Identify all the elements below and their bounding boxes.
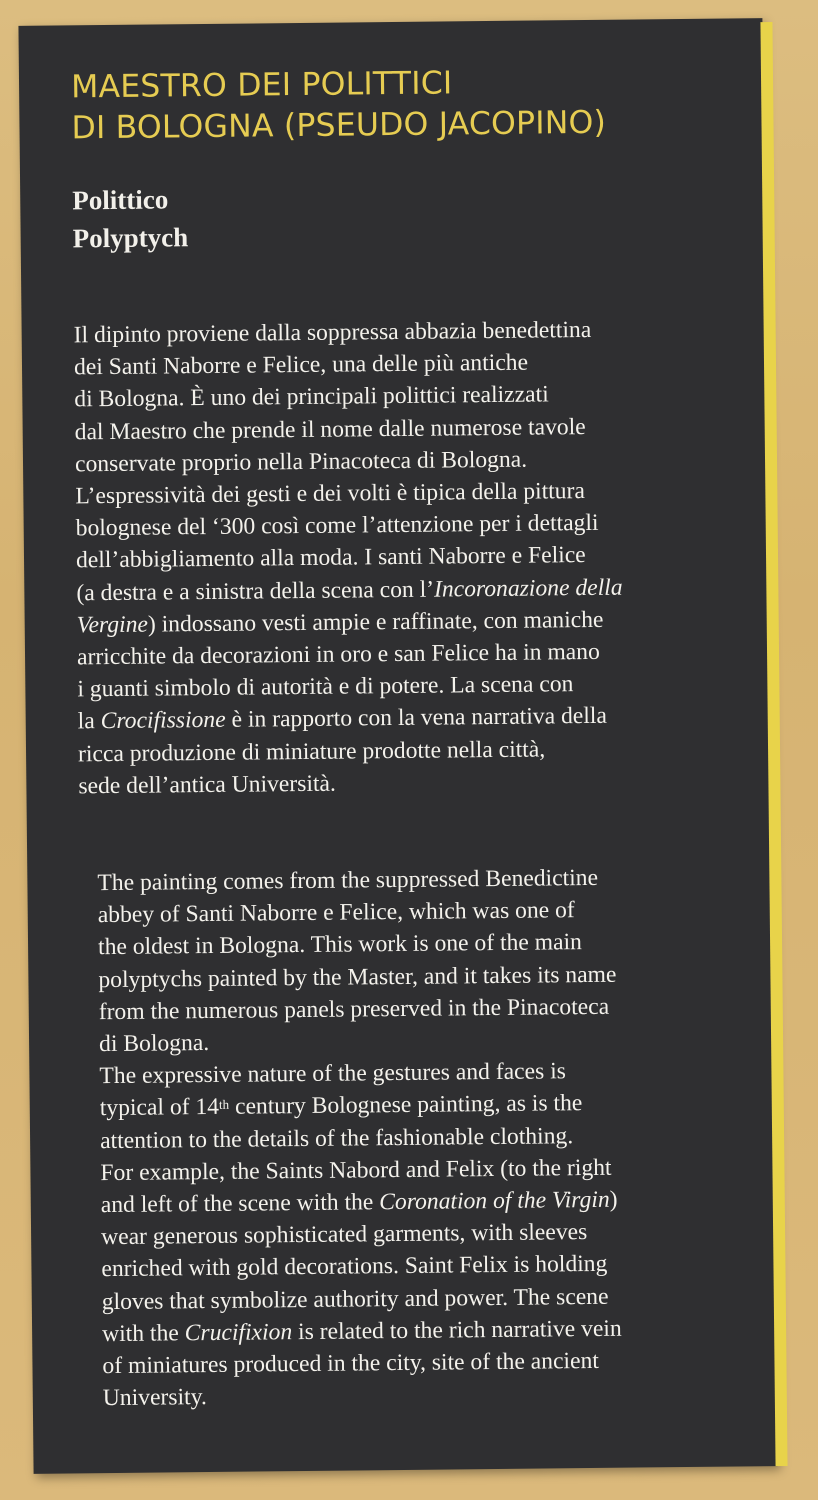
text-segment: and left of the scene with the <box>100 1189 380 1219</box>
ordinal-superscript: th <box>218 1097 230 1113</box>
text-line: gloves that symbolize authority and power. The scene <box>101 1283 609 1315</box>
subtitle-italian: Polittico <box>72 184 169 216</box>
text-line: bolognese del ‘300 così come l’attenzione per i dettagli <box>75 510 599 542</box>
text-line: The expressive nature of the gestures and faces is <box>99 1058 567 1090</box>
text-line: enriched with gold decorations. Saint Felix is holding <box>101 1251 608 1283</box>
title-line-1: MAESTRO DEI POLITTICI <box>70 65 453 106</box>
text-line: conservate proprio nella Pinacoteca di Bologna. <box>74 446 528 478</box>
museum-label-plaque <box>18 18 777 1474</box>
text-segment: ) indossano vesti ampie e raffinate, con maniche <box>147 606 604 638</box>
text-line: attention to the details of the fashionable clothing. <box>99 1122 574 1154</box>
text-line: The painting comes from the suppressed Benedictine <box>97 864 599 897</box>
text-segment: century Bolognese painting, as is the <box>229 1090 583 1121</box>
text-line: wear generous sophisticated garments, with sleeves <box>100 1219 588 1251</box>
italic-artwork-title: Incoronazione della <box>433 574 623 603</box>
subtitle-english: Polyptych <box>72 222 189 254</box>
italic-artwork-title: Coronation of the Virgin <box>379 1186 610 1216</box>
italic-artwork-title: Crucifixion <box>184 1318 293 1347</box>
text-segment: with the <box>102 1320 185 1347</box>
text-line: i guanti simbolo di autorità e di potere. La scena con <box>77 671 574 703</box>
text-line: di Bologna. <box>98 1030 210 1058</box>
text-line: dei Santi Naborre e Felice, una delle più antiche <box>73 349 529 381</box>
text-segment: (a destra e a sinistra della scena con l’ <box>76 576 435 606</box>
text-line: ricca produzione di miniature prodotte nella città, <box>77 736 546 767</box>
artist-title <box>71 62 606 150</box>
text-line: polyptychs painted by the Master, and it takes its name <box>98 961 617 993</box>
text-line: from the numerous panels preserved in the Pinacoteca <box>98 993 610 1025</box>
artwork-type <box>72 180 188 257</box>
text-segment: la <box>77 708 101 735</box>
text-line: dal Maestro che prende il nome dalle numerose tavole <box>74 413 586 445</box>
text-segment: typical of 14 <box>99 1094 220 1122</box>
yellow-edge-strip <box>760 22 787 1466</box>
text-line: dell’abbigliamento alla moda. I santi Naborre e Felice <box>75 542 586 574</box>
text-line: L’espressività dei gesti e dei volti è tipica della pittura <box>75 478 586 510</box>
italian-description <box>74 312 739 802</box>
text-segment: is related to the rich narrative vein <box>292 1315 622 1345</box>
text-line: arricchite da decorazioni in oro e san Felice ha in mano <box>76 638 600 671</box>
text-line: University. <box>102 1384 207 1412</box>
english-description <box>97 860 763 1414</box>
text-line: abbey of Santi Naborre e Felice, which was one of <box>97 897 575 929</box>
italic-artwork-title: Vergine <box>76 611 149 639</box>
text-segment: è in rapporto con la vena narrativa della <box>225 703 608 734</box>
text-segment: ) <box>609 1186 618 1213</box>
title-line-2: DI BOLOGNA (PSEUDO JACOPINO) <box>71 104 607 147</box>
text-line: For example, the Saints Nabord and Felix (to the right <box>100 1154 612 1186</box>
text-line: of miniatures produced in the city, site of the ancient <box>102 1347 599 1380</box>
text-line: di Bologna. È uno dei principali polittici realizzati <box>74 381 549 413</box>
text-line: sede dell’antica Università. <box>78 770 336 800</box>
text-line: Il dipinto proviene dalla soppressa abbazia benedettina <box>73 316 592 349</box>
italic-artwork-title: Crocifissione <box>100 707 226 735</box>
text-line: the oldest in Bologna. This work is one of the main <box>97 929 583 961</box>
